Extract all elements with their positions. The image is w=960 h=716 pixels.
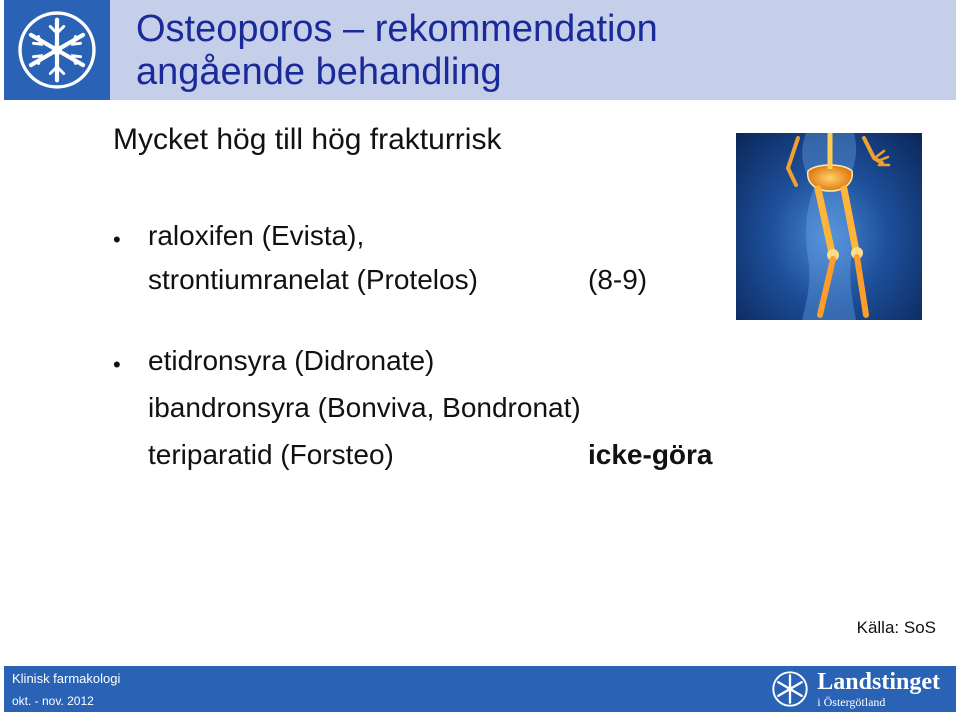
source-note: Källa: SoS — [856, 618, 936, 637]
bullet-marker: • — [113, 227, 121, 252]
title-line-1: Osteoporos – rekommendation — [136, 8, 658, 50]
footer-date: okt. - nov. 2012 — [12, 694, 94, 708]
drug-line-etidronsyra: etidronsyra (Didronate) — [148, 345, 435, 376]
footer-bar — [4, 666, 956, 712]
skeleton-xray-icon — [736, 133, 922, 320]
drug-line-teriparatid: teriparatid (Forsteo) — [148, 439, 394, 470]
footer-logo — [771, 668, 940, 710]
drug-line-strontiumranelat: strontiumranelat (Protelos) — [148, 264, 478, 295]
brand-region: i Östergötland — [817, 695, 886, 709]
drug-line-ibandronsyra: ibandronsyra (Bonviva, Bondronat) — [148, 392, 581, 423]
footer-department: Klinisk farmakologi — [12, 671, 121, 686]
bullet-marker: • — [113, 352, 121, 377]
page-title — [136, 8, 658, 94]
skeleton-image — [736, 133, 922, 320]
brand-name: Landstinget — [817, 669, 940, 695]
header-logo — [4, 0, 110, 100]
footer-brand — [817, 670, 940, 708]
title-line-2: angående behandling — [136, 51, 502, 93]
snowflake-emblem-icon — [771, 670, 809, 708]
drug-line-raloxifen: raloxifen (Evista), — [148, 220, 365, 251]
header-bar — [4, 0, 956, 100]
subheading: Mycket hög till hög frakturrisk — [113, 123, 502, 156]
evidence-level: (8-9) — [588, 264, 648, 295]
recommendation-label: icke-göra — [588, 439, 713, 470]
snowflake-emblem-icon — [15, 8, 99, 92]
